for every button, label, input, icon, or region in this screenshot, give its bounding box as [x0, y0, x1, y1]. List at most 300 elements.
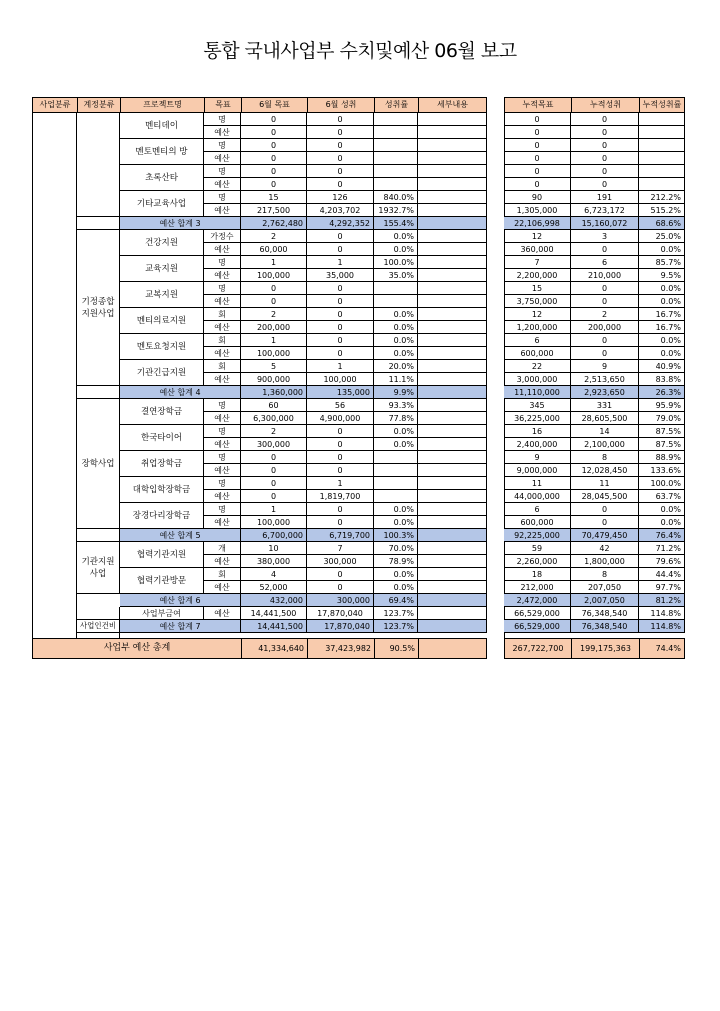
- cum-target: 0: [504, 113, 571, 126]
- june-achieved: 0: [307, 438, 374, 451]
- header-achievement-rate: 성취률: [375, 98, 419, 112]
- june-target: 4: [241, 568, 307, 581]
- cum-target: 16: [504, 425, 571, 438]
- subtotal-cum-target: 22,106,998: [504, 217, 571, 230]
- total-cum-target: 267,722,700: [505, 639, 572, 658]
- subtotal-label: 예산 합계 4: [120, 386, 241, 399]
- total-cum-achieved: 199,175,363: [572, 639, 640, 658]
- details-cell: [418, 425, 487, 438]
- cum-rate: 85.7%: [639, 256, 685, 269]
- cum-target: 3,750,000: [504, 295, 571, 308]
- june-target: 2: [241, 230, 307, 243]
- cum-rate: 16.7%: [639, 321, 685, 334]
- subtotal-cum-target: 11,110,000: [504, 386, 571, 399]
- details-cell: [418, 555, 487, 568]
- june-target: 0: [241, 451, 307, 464]
- cum-target: 36,225,000: [504, 412, 571, 425]
- june-target: 0: [241, 113, 307, 126]
- header-project-name: 프로젝트명: [121, 98, 205, 112]
- june-target: 0: [241, 282, 307, 295]
- june-achieved: 0: [307, 321, 374, 334]
- june-target: 0: [241, 152, 307, 165]
- header-cum-rate: 누적성취률: [642, 100, 682, 109]
- details-cell: [418, 399, 487, 412]
- june-target: 0: [241, 490, 307, 503]
- june-achieved: 1: [307, 256, 374, 269]
- cum-rate: 88.9%: [639, 451, 685, 464]
- cum-rate: 87.5%: [639, 438, 685, 451]
- cum-rate: 100.0%: [639, 477, 685, 490]
- achievement-rate: [374, 295, 418, 308]
- details-cell: [418, 347, 487, 360]
- details-cell: [418, 152, 487, 165]
- cum-rate: [639, 139, 685, 152]
- details-cell: [418, 581, 487, 594]
- cum-target: 2,400,000: [504, 438, 571, 451]
- subtotal-cum-target: 92,225,000: [504, 529, 571, 542]
- june-achieved: 0: [307, 568, 374, 581]
- target-type: 명: [204, 425, 241, 438]
- target-type: 예산: [204, 490, 241, 503]
- cum-rate: 87.5%: [639, 425, 685, 438]
- achievement-rate: 93.3%: [374, 399, 418, 412]
- achievement-rate: 0.0%: [374, 308, 418, 321]
- target-type: 예산: [204, 373, 241, 386]
- cum-target: 15: [504, 282, 571, 295]
- cum-target: 12: [504, 230, 571, 243]
- cum-target: 44,000,000: [504, 490, 571, 503]
- june-target: 100,000: [241, 516, 307, 529]
- subtotal-label: 예산 합계 7: [120, 620, 241, 633]
- cum-rate: [639, 113, 685, 126]
- target-type: 명: [204, 139, 241, 152]
- subtotal-cum-achieved: 70,479,450: [571, 529, 639, 542]
- target-type: 예산: [204, 347, 241, 360]
- achievement-rate: 0.0%: [374, 321, 418, 334]
- subtotal-cum-rate: 68.6%: [639, 217, 685, 230]
- details-cell: [418, 334, 487, 347]
- account-class-cell: [77, 386, 120, 399]
- header-cum-achieved: 누적성취: [572, 98, 640, 112]
- june-achieved: 4,203,702: [307, 204, 374, 217]
- june-target: 10: [241, 542, 307, 555]
- cum-target: 0: [504, 139, 571, 152]
- achievement-rate: 78.9%: [374, 555, 418, 568]
- achievement-rate: 77.8%: [374, 412, 418, 425]
- cum-achieved: 2: [571, 308, 639, 321]
- subtotal-cum-achieved: 15,160,072: [571, 217, 639, 230]
- june-target: 60: [241, 399, 307, 412]
- subtotal-details: [418, 529, 487, 542]
- target-type: 명: [204, 256, 241, 269]
- target-type: 예산: [204, 178, 241, 191]
- cum-achieved: 331: [571, 399, 639, 412]
- june-target: 2: [241, 308, 307, 321]
- details-cell: [418, 178, 487, 191]
- achievement-rate: 100.0%: [374, 256, 418, 269]
- cum-achieved: 42: [571, 542, 639, 555]
- june-target: 60,000: [241, 243, 307, 256]
- achievement-rate: [374, 464, 418, 477]
- subtotal-rate: 123.7%: [374, 620, 418, 633]
- cum-rate: 63.7%: [639, 490, 685, 503]
- total-cum-rate: 74.4%: [655, 644, 681, 653]
- cum-achieved: 28,045,500: [571, 490, 639, 503]
- cum-target: 66,529,000: [504, 607, 571, 620]
- cum-target: 59: [504, 542, 571, 555]
- achievement-rate: [374, 139, 418, 152]
- june-achieved: 0: [307, 230, 374, 243]
- header-cum-target: 누적목표: [505, 98, 572, 112]
- achievement-rate: 1932.7%: [374, 204, 418, 217]
- details-cell: [418, 295, 487, 308]
- june-achieved: 0: [307, 503, 374, 516]
- project-name: 멘토요청지원: [120, 334, 204, 360]
- project-name: 한국타이어: [120, 425, 204, 451]
- project-name: 협력기관지원: [120, 542, 204, 568]
- target-type: 회: [204, 334, 241, 347]
- june-achieved: 126: [307, 191, 374, 204]
- target-type: 명: [204, 282, 241, 295]
- cum-achieved: 200,000: [571, 321, 639, 334]
- subtotal-cum-achieved: 2,007,050: [571, 594, 639, 607]
- cum-target: 22: [504, 360, 571, 373]
- june-target: 14,441,500: [241, 607, 307, 620]
- details-cell: [418, 542, 487, 555]
- project-name: 멘티의료지원: [120, 308, 204, 334]
- cum-rate: 0.0%: [639, 243, 685, 256]
- subtotal-rate: 9.9%: [374, 386, 418, 399]
- june-achieved: 0: [307, 581, 374, 594]
- subtotal-june-target: 1,360,000: [241, 386, 307, 399]
- achievement-rate: [374, 178, 418, 191]
- target-type: 예산: [204, 607, 241, 620]
- subtotal-cum-rate: 26.3%: [639, 386, 685, 399]
- achievement-rate: 0.0%: [374, 516, 418, 529]
- target-type: 예산: [204, 412, 241, 425]
- cum-rate: 40.9%: [639, 360, 685, 373]
- data-table-body: [32, 113, 685, 638]
- june-achieved: 1: [307, 360, 374, 373]
- cum-rate: 44.4%: [639, 568, 685, 581]
- june-achieved: 0: [307, 334, 374, 347]
- target-type: 예산: [204, 581, 241, 594]
- target-type: 예산: [204, 295, 241, 308]
- details-cell: [418, 256, 487, 269]
- target-type: 예산: [204, 438, 241, 451]
- achievement-rate: [374, 451, 418, 464]
- cum-achieved: 0: [571, 126, 639, 139]
- cum-achieved: 0: [571, 178, 639, 191]
- cum-target: 90: [504, 191, 571, 204]
- cum-rate: 0.0%: [639, 282, 685, 295]
- june-target: 100,000: [241, 269, 307, 282]
- subtotal-cum-achieved: 2,923,650: [571, 386, 639, 399]
- details-cell: [418, 568, 487, 581]
- cum-achieved: 3: [571, 230, 639, 243]
- subtotal-row: [32, 217, 685, 230]
- cum-achieved: 0: [571, 243, 639, 256]
- cum-target: 2,200,000: [504, 269, 571, 282]
- june-achieved: 0: [307, 308, 374, 321]
- target-type: 회: [204, 360, 241, 373]
- june-target: 2: [241, 425, 307, 438]
- cum-rate: 0.0%: [639, 516, 685, 529]
- subtotal-cum-target: 2,472,000: [504, 594, 571, 607]
- table-header-right: [504, 97, 685, 113]
- june-achieved: 35,000: [307, 269, 374, 282]
- target-type: 예산: [204, 269, 241, 282]
- june-achieved: 100,000: [307, 373, 374, 386]
- project-name: 결연장학금: [120, 399, 204, 425]
- achievement-rate: [374, 165, 418, 178]
- cum-rate: 97.7%: [639, 581, 685, 594]
- june-target: 5: [241, 360, 307, 373]
- june-achieved: 1,819,700: [307, 490, 374, 503]
- details-cell: [418, 113, 487, 126]
- total-details: [419, 639, 486, 658]
- target-type: 가정수: [204, 230, 241, 243]
- cum-rate: 0.0%: [639, 295, 685, 308]
- june-target: 52,000: [241, 581, 307, 594]
- details-cell: [418, 308, 487, 321]
- details-cell: [418, 204, 487, 217]
- details-cell: [418, 373, 487, 386]
- header-june-target: 6월 목표: [242, 98, 308, 112]
- subtotal-label: 예산 합계 3: [120, 217, 241, 230]
- cum-target: 0: [504, 152, 571, 165]
- june-target: 100,000: [241, 347, 307, 360]
- june-target: 200,000: [241, 321, 307, 334]
- june-target: 15: [241, 191, 307, 204]
- total-rate: 90.5%: [375, 639, 419, 658]
- cum-target: 212,000: [504, 581, 571, 594]
- target-type: 회: [204, 308, 241, 321]
- cum-target: 9: [504, 451, 571, 464]
- june-target: 1: [241, 256, 307, 269]
- details-cell: [418, 243, 487, 256]
- target-type: 예산: [204, 516, 241, 529]
- cum-rate: 0.0%: [639, 334, 685, 347]
- cum-rate: [639, 178, 685, 191]
- cum-achieved: 6,723,172: [571, 204, 639, 217]
- achievement-rate: 0.0%: [374, 503, 418, 516]
- cum-rate: 79.0%: [639, 412, 685, 425]
- total-row-cumulative: [504, 638, 685, 659]
- cum-achieved: 191: [571, 191, 639, 204]
- achievement-rate: 20.0%: [374, 360, 418, 373]
- june-target: 380,000: [241, 555, 307, 568]
- june-achieved: 56: [307, 399, 374, 412]
- achievement-rate: [374, 490, 418, 503]
- cum-target: 18: [504, 568, 571, 581]
- june-target: 1: [241, 334, 307, 347]
- details-cell: [418, 503, 487, 516]
- june-achieved: 0: [307, 178, 374, 191]
- header-target-type: 목표: [205, 98, 242, 112]
- details-cell: [418, 139, 487, 152]
- project-name: 멘티데이: [120, 113, 204, 139]
- target-type: 개: [204, 542, 241, 555]
- target-type: 명: [204, 477, 241, 490]
- project-name: 초록산타: [120, 165, 204, 191]
- cum-target: 3,000,000: [504, 373, 571, 386]
- june-achieved: 0: [307, 113, 374, 126]
- details-cell: [418, 490, 487, 503]
- cum-target: 0: [504, 126, 571, 139]
- subtotal-june-achieved: 4,292,352: [307, 217, 374, 230]
- header-details: 세부내용: [437, 100, 468, 109]
- cum-achieved: 8: [571, 568, 639, 581]
- subtotal-cum-rate: 76.4%: [639, 529, 685, 542]
- june-achieved: 1: [307, 477, 374, 490]
- target-type: 명: [204, 503, 241, 516]
- subtotal-label: 예산 합계 6: [120, 594, 241, 607]
- achievement-rate: 35.0%: [374, 269, 418, 282]
- account-class-cell: 장학사업: [77, 399, 120, 529]
- target-type: 명: [204, 451, 241, 464]
- project-name: 기타교육사업: [120, 191, 204, 217]
- cum-achieved: 210,000: [571, 269, 639, 282]
- cum-achieved: 0: [571, 347, 639, 360]
- details-cell: [418, 438, 487, 451]
- subtotal-june-achieved: 6,719,700: [307, 529, 374, 542]
- table-row: [32, 607, 685, 620]
- subtotal-label: 예산 합계 5: [120, 529, 241, 542]
- june-target: 0: [241, 139, 307, 152]
- project-name: 취업장학금: [120, 451, 204, 477]
- achievement-rate: 0.0%: [374, 568, 418, 581]
- june-target: 6,300,000: [241, 412, 307, 425]
- cum-target: 345: [504, 399, 571, 412]
- june-target: 300,000: [241, 438, 307, 451]
- subtotal-row: [32, 620, 685, 633]
- june-achieved: 300,000: [307, 555, 374, 568]
- cum-achieved: 76,348,540: [571, 607, 639, 620]
- details-cell: [418, 269, 487, 282]
- details-cell: [418, 477, 487, 490]
- target-type: 예산: [204, 204, 241, 217]
- cum-achieved: 0: [571, 113, 639, 126]
- june-achieved: 0: [307, 425, 374, 438]
- achievement-rate: [374, 152, 418, 165]
- cum-target: 0: [504, 165, 571, 178]
- cum-rate: 0.0%: [639, 503, 685, 516]
- cum-achieved: 28,605,500: [571, 412, 639, 425]
- cum-rate: 212.2%: [639, 191, 685, 204]
- cum-target: 0: [504, 178, 571, 191]
- june-achieved: 0: [307, 295, 374, 308]
- cum-achieved: 0: [571, 295, 639, 308]
- details-cell: [418, 282, 487, 295]
- project-name: 기관긴급지원: [120, 360, 204, 386]
- cum-rate: 114.8%: [639, 607, 685, 620]
- target-type: 예산: [204, 126, 241, 139]
- cum-rate: 9.5%: [639, 269, 685, 282]
- achievement-rate: 0.0%: [374, 438, 418, 451]
- june-target: 0: [241, 126, 307, 139]
- cum-rate: 25.0%: [639, 230, 685, 243]
- achievement-rate: [374, 477, 418, 490]
- cum-achieved: 0: [571, 165, 639, 178]
- details-cell: [418, 165, 487, 178]
- june-achieved: 7: [307, 542, 374, 555]
- cum-rate: 133.6%: [639, 464, 685, 477]
- account-class-cell: 사업인건비: [77, 620, 120, 633]
- header-account-class: 계정분류: [78, 98, 121, 112]
- target-type: 예산: [204, 152, 241, 165]
- achievement-rate: 0.0%: [374, 425, 418, 438]
- achievement-rate: 0.0%: [374, 347, 418, 360]
- june-target: 0: [241, 295, 307, 308]
- achievement-rate: 0.0%: [374, 334, 418, 347]
- project-name: 교육지원: [120, 256, 204, 282]
- achievement-rate: 70.0%: [374, 542, 418, 555]
- subtotal-june-target: 14,441,500: [241, 620, 307, 633]
- target-type: 명: [204, 113, 241, 126]
- cum-rate: 83.8%: [639, 373, 685, 386]
- cum-achieved: 2,100,000: [571, 438, 639, 451]
- june-achieved: 0: [307, 165, 374, 178]
- cum-rate: 79.6%: [639, 555, 685, 568]
- achievement-rate: [374, 282, 418, 295]
- cum-target: 600,000: [504, 516, 571, 529]
- cum-target: 9,000,000: [504, 464, 571, 477]
- subtotal-details: [418, 594, 487, 607]
- subtotal-cum-target: 66,529,000: [504, 620, 571, 633]
- achievement-rate: 123.7%: [374, 607, 418, 620]
- cum-rate: [639, 152, 685, 165]
- details-cell: [418, 451, 487, 464]
- cum-target: 1,305,000: [504, 204, 571, 217]
- business-class-cell: [32, 113, 77, 646]
- subtotal-june-target: 2,762,480: [241, 217, 307, 230]
- cum-achieved: 6: [571, 256, 639, 269]
- details-cell: [418, 360, 487, 373]
- june-achieved: 0: [307, 126, 374, 139]
- report-title: 통합 국내사업부 수치및예산 06월 보고: [203, 40, 517, 62]
- subtotal-row: [32, 386, 685, 399]
- account-class-cell: [77, 607, 120, 620]
- details-cell: [418, 191, 487, 204]
- target-type: 예산: [204, 321, 241, 334]
- cum-rate: [639, 126, 685, 139]
- cum-achieved: 0: [571, 152, 639, 165]
- account-class-cell: [77, 217, 120, 230]
- cum-rate: [639, 165, 685, 178]
- cum-rate: 95.9%: [639, 399, 685, 412]
- cum-achieved: 12,028,450: [571, 464, 639, 477]
- details-cell: [418, 412, 487, 425]
- header-june-achieved: 6월 성취: [308, 98, 375, 112]
- subtotal-details: [418, 386, 487, 399]
- account-class-cell: [77, 529, 120, 542]
- target-type: 예산: [204, 464, 241, 477]
- cum-target: 2,260,000: [504, 555, 571, 568]
- june-achieved: 0: [307, 347, 374, 360]
- cum-achieved: 14: [571, 425, 639, 438]
- subtotal-cum-achieved: 76,348,540: [571, 620, 639, 633]
- project-name: 협력기관방문: [120, 568, 204, 594]
- june-target: 0: [241, 477, 307, 490]
- june-target: 217,500: [241, 204, 307, 217]
- subtotal-rate: 155.4%: [374, 217, 418, 230]
- june-achieved: 0: [307, 152, 374, 165]
- details-cell: [418, 230, 487, 243]
- project-name: 대학입학장학금: [120, 477, 204, 503]
- achievement-rate: 0.0%: [374, 581, 418, 594]
- june-target: 0: [241, 165, 307, 178]
